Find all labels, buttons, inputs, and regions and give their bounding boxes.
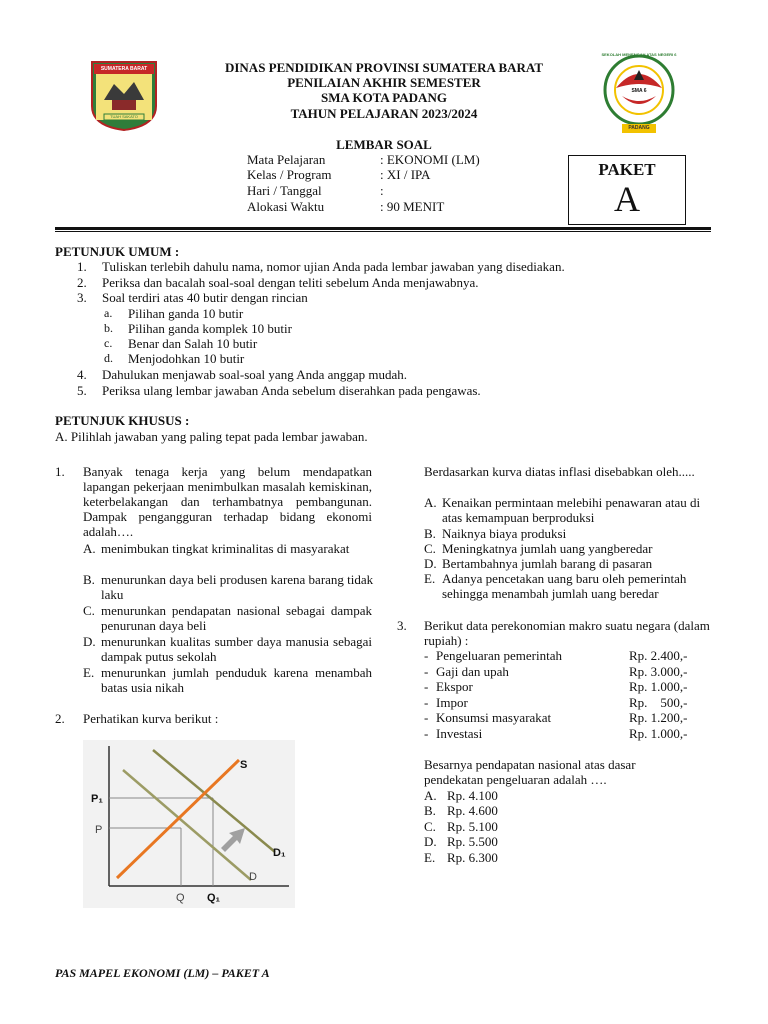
q2-continuation: Berdasarkan kurva diatas inflasi disebabkan oleh.....	[424, 464, 695, 479]
pu-sub-letter-a: a.	[104, 306, 113, 320]
q2-number: 2.	[55, 711, 65, 726]
q1-number: 1.	[55, 464, 65, 479]
q1-opt-a-letter: A.	[83, 541, 96, 556]
q2-opt-c-letter: C.	[424, 541, 436, 556]
q3-stem: Berikut data perekonomian makro suatu negara (dalam rupiah) :	[424, 618, 710, 648]
q3-data-label: Investasi	[436, 726, 483, 741]
info-value-date: :	[380, 183, 384, 198]
q3-opt-d-text: Rp. 5.500	[447, 834, 498, 849]
q3-data-label: Pengeluaran pemerintah	[436, 648, 562, 663]
graph-label-p: P	[95, 824, 103, 836]
q2-opt-d-text: Bertambahnya jumlah barang di pasaran	[442, 556, 653, 571]
q2-opt-e-text: Adanya pencetakan uang baru oleh pemerintah sehingga menambah jumlah uang beredar	[442, 571, 687, 601]
q3-opt-b-letter: B.	[424, 803, 436, 818]
info-label-subject: Mata Pelajaran	[247, 152, 326, 167]
pu-sub-text-c: Benar dan Salah 10 butir	[128, 336, 258, 351]
petunjuk-khusus-text: A. Pilihlah jawaban yang paling tepat pada lembar jawaban.	[55, 429, 368, 444]
logo-sma6-ring-text: SEKOLAH MENENGAH ATAS NEGERI 6	[601, 52, 677, 57]
logo-sumbar-bottom-text: TUAH SAKATO	[110, 114, 138, 119]
graph-demand-curve-d1	[153, 750, 275, 852]
pu-num-4: 4.	[77, 367, 87, 382]
pu-sub-letter-c: c.	[104, 336, 113, 350]
pu-sub-text-d: Menjodohkan 10 butir	[128, 351, 245, 366]
paket-letter: A	[614, 179, 640, 219]
q3-opt-a-letter: A.	[424, 788, 437, 803]
info-label-date: Hari / Tanggal	[247, 183, 322, 198]
header-divider-thin	[55, 231, 711, 232]
graph-shift-arrow	[221, 828, 245, 852]
q3-data-dash: -	[424, 695, 429, 710]
graph-demand-curve-d	[123, 770, 251, 880]
q3-question: Besarnya pendapatan nasional atas dasar pendekatan pengeluaran adalah ….	[424, 757, 636, 787]
graph-label-d: D	[249, 871, 257, 883]
q3-opt-c-letter: C.	[424, 819, 436, 834]
q3-data-value: Rp. 1.200,-	[629, 710, 688, 725]
q3-number: 3.	[397, 618, 407, 633]
q2-opt-e-letter: E.	[424, 571, 436, 586]
q3-data-dash: -	[424, 648, 429, 663]
graph-label-q: Q	[176, 892, 185, 904]
q3-data-value: Rp. 500,-	[629, 695, 688, 710]
pu-num-5: 5.	[77, 383, 87, 398]
q2-opt-b-text: Naiknya biaya produksi	[442, 526, 567, 541]
pu-num-3: 3.	[77, 290, 87, 305]
header-divider-thick	[55, 227, 711, 230]
graph-supply-curve	[117, 760, 239, 878]
logo-sma6-center-text: SMA 6	[631, 88, 647, 94]
header-line-1: DINAS PENDIDIKAN PROVINSI SUMATERA BARAT	[224, 60, 544, 75]
q3-opt-e-text: Rp. 6.300	[447, 850, 498, 865]
q1-opt-b-letter: B.	[83, 572, 95, 587]
header-line-2: PENILAIAN AKHIR SEMESTER	[287, 75, 481, 90]
pu-sub-text-a: Pilihan ganda 10 butir	[128, 306, 244, 321]
q3-opt-c-text: Rp. 5.100	[447, 819, 498, 834]
q1-opt-e-text: menurunkan jumlah penduduk karena menambah batas usia nikah	[101, 665, 372, 695]
pu-sub-text-b: Pilihan ganda komplek 10 butir	[128, 321, 292, 336]
q3-data-value: Rp. 1.000,-	[629, 679, 688, 694]
q3-data-label: Impor	[436, 695, 468, 710]
supply-demand-graph	[83, 740, 295, 908]
paket-box	[568, 155, 686, 225]
petunjuk-khusus-title: PETUNJUK KHUSUS :	[55, 413, 190, 428]
q2-opt-a-letter: A.	[424, 495, 437, 510]
q3-data-value: Rp. 3.000,-	[629, 664, 688, 679]
q2-opt-d-letter: D.	[424, 556, 437, 571]
graph-label-s: S	[240, 759, 248, 771]
q3-data-value: Rp. 1.000,-	[629, 726, 688, 741]
pu-text-1: Tuliskan terlebih dahulu nama, nomor ujian Anda pada lembar jawaban yang disediakan.	[102, 259, 565, 274]
info-value-class: : XI / IPA	[380, 167, 431, 182]
petunjuk-umum-title: PETUNJUK UMUM :	[55, 244, 180, 259]
q1-opt-b-text: menurunkan daya beli produsen karena barang tidak laku	[101, 572, 374, 602]
sheet-title: LEMBAR SOAL	[336, 137, 432, 152]
q1-opt-d-letter: D.	[83, 634, 96, 649]
q3-opt-a-text: Rp. 4.100	[447, 788, 498, 803]
q3-data-value: Rp. 2.400,-	[629, 648, 688, 663]
pu-sub-letter-b: b.	[104, 321, 113, 335]
graph-label-d1: D₁	[273, 847, 286, 859]
graph-label-q1: Q₁	[207, 892, 221, 904]
q1-opt-c-letter: C.	[83, 603, 95, 618]
logo-sumbar-top-text: SUMATERA BARAT	[100, 66, 148, 72]
pu-text-2: Periksa dan bacalah soal-soal dengan teliti sebelum Anda menjawabnya.	[102, 275, 479, 290]
q3-opt-e-letter: E.	[424, 850, 436, 865]
q3-data-label: Ekspor	[436, 679, 473, 694]
q3-opt-b-text: Rp. 4.600	[447, 803, 498, 818]
q2-opt-b-letter: B.	[424, 526, 436, 541]
q3-data-dash: -	[424, 710, 429, 725]
paket-title: PAKET	[598, 160, 656, 179]
q2-opt-a-text: Kenaikan permintaan melebihi penawaran atau di atas kemampuan berproduksi	[442, 495, 701, 525]
graph-label-p1: P₁	[91, 793, 103, 805]
q1-opt-a-text: menimbukan tingkat kriminalitas di masyarakat	[101, 541, 350, 556]
q1-opt-c-text: menurunkan pendapatan nasional sebagai dampak penurunan daya beli	[101, 603, 372, 633]
q1-stem: Banyak tenaga kerja yang belum mendapatkan lapangan pekerjaan menimbulkan masalah kemiskinan, keterbelakangan dan terhambatnya pembangunan. Dampak pengangguran terhadap bidang ekonomi adalah….	[83, 464, 372, 539]
q3-opt-d-letter: D.	[424, 834, 437, 849]
pu-text-4: Dahulukan menjawab soal-soal yang Anda anggap mudah.	[102, 367, 408, 382]
q3-data-dash: -	[424, 664, 429, 679]
info-value-subject: : EKONOMI (LM)	[380, 152, 480, 167]
pu-text-3: Soal terdiri atas 40 butir dengan rincian	[102, 290, 308, 305]
q3-data-dash: -	[424, 726, 429, 741]
q3-data-label: Konsumsi masyarakat	[436, 710, 552, 725]
info-label-class: Kelas / Program	[247, 167, 332, 182]
pu-text-5: Periksa ulang lembar jawaban Anda sebelum diserahkan pada pengawas.	[102, 383, 481, 398]
q3-data-label: Gaji dan upah	[436, 664, 509, 679]
logo-sma6-bottom-text: PADANG	[628, 125, 650, 131]
q3-data-dash: -	[424, 679, 429, 694]
q1-opt-e-letter: E.	[83, 665, 95, 680]
q1-opt-d-text: menurunkan kualitas sumber daya manusia sebagai dampak putus sekolah	[101, 634, 372, 664]
header-line-3: SMA KOTA PADANG	[321, 90, 447, 105]
q2-opt-c-text: Meningkatnya jumlah uang yangberedar	[442, 541, 653, 556]
pu-sub-letter-d: d.	[104, 351, 113, 365]
info-label-time: Alokasi Waktu	[247, 199, 325, 214]
q2-stem: Perhatikan kurva berikut :	[83, 711, 219, 726]
pu-num-2: 2.	[77, 275, 87, 290]
info-value-time: : 90 MENIT	[380, 199, 445, 214]
page-footer: PAS MAPEL EKONOMI (LM) – PAKET A	[55, 966, 270, 980]
header-line-4: TAHUN PELAJARAN 2023/2024	[290, 106, 478, 121]
pu-num-1: 1.	[77, 259, 87, 274]
